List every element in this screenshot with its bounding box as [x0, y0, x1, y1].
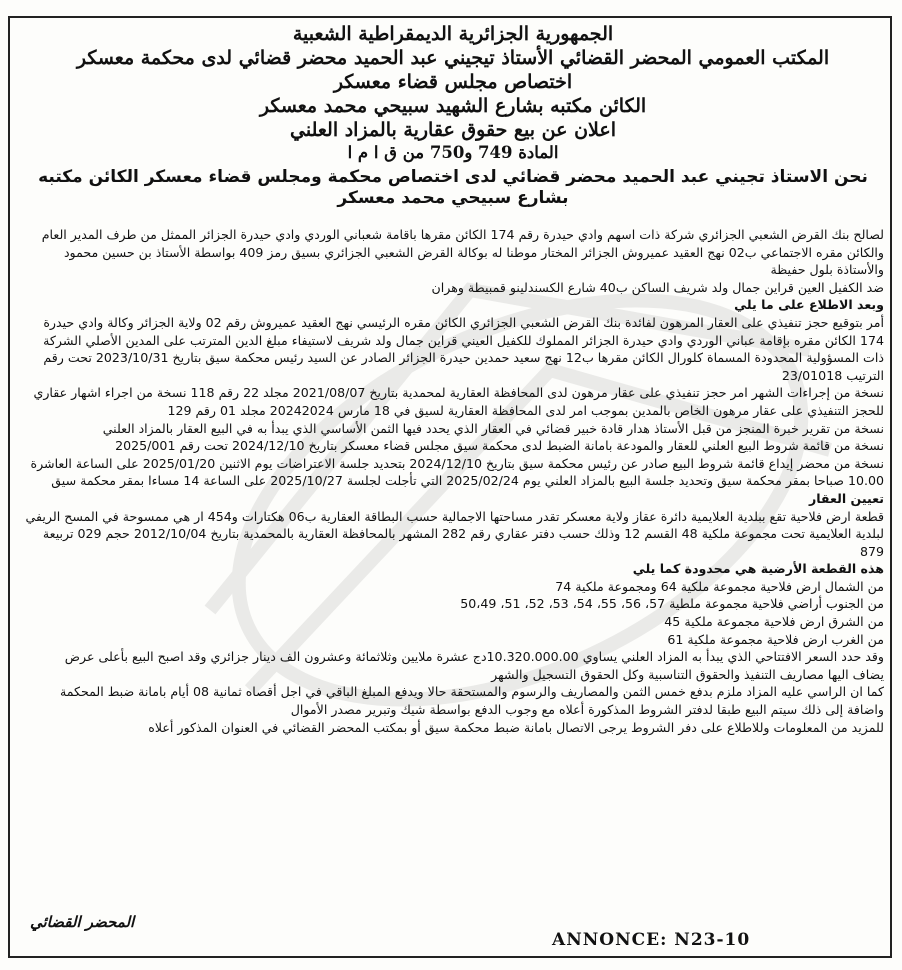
office-title: المكتب العمومي المحضر القضائي الأستاذ تيجيني عبد الحميد محضر قضائي لدى محكمة معسكر	[76, 47, 830, 69]
boundaries-heading: هذه القطعة الأرضية هي محدودة كما يلي	[632, 561, 884, 577]
office-address: الكائن مكتبه بشارع الشهيد سبيحي محمد معسكر	[259, 95, 647, 117]
sale-notice-title: اعلان عن بيع حقوق عقارية بالمزاد العلني	[290, 119, 616, 141]
republic-title: الجمهورية الجزائرية الديمقراطية الشعبية	[292, 23, 614, 45]
east-boundary: من الشرق ارض فلاحية مجموعة ملكية 45	[664, 614, 884, 630]
opening-price-paragraph: وقد حدد السعر الافتتاحي الذي يبدأ به المزاد العلني يساوي 10.320.000.00دج عشرة ملايين وثلاثمائة وعشرون الف دينار جزائري وقد اصبح البيع بأعلى عرض	[64, 649, 884, 665]
north-boundary: من الشمال ارض فلاحية مجموعة ملكية 64 ومجموعة ملكية 74	[555, 578, 884, 594]
parcel-description-paragraph: قطعة ارض فلاحية تقع ببلدية العلايمية دائرة عقاز ولاية معسكر تقدر مساحتها الاجمالية حسب البطاقة العقارية ب06 هكتارات و454 ار هي ممسوحة في المسح الريفي لبلدية العلايمية تحت مجموعة ملكية 48 القسم 12 وذلك حسب دفتر عقاري رقم 282 المشهر بالمحافظة العقارية بالمحمدية بتاريخ 2012/10/04 حجم 029 تربيعة 879	[25, 508, 884, 559]
expert-report-paragraph: نسخة من تقرير خبرة المنجز من قبل الأستاذ هدار قادة خبير قضائي في العقار الذي يحدد فيها الثمن الأساسي الذي يبدأ به في البيع العقار بالمزاد العلني	[102, 420, 884, 436]
debtor-line: ضد الكفيل العين قراين جمال ولد شريف الساكن ب40 شارع الكسندلينو قمبيطة وهران	[431, 279, 884, 295]
south-boundary: من الجنوب أراضي فلاحية مجموعة ملطية 57، 56، 55، 54، 53، 52، 51، 50،49	[460, 596, 884, 612]
creditor-paragraph: لصالح بنك القرض الشعبي الجزائري شركة ذات اسهم وادي حيدرة رقم 174 الكائن مقرها باقامة شعباني الوردي وادي حيدرة الجزائر الممثل من طرف المدير العام والكائن مقره الاجتماعي ب02 نهج العقيد عميروش الجزائر المختار موطنا له بوكالة القرض الشعبي الجزائري بسيق رمز 409 بواسطة الأستاذ بن حسين محمود والأستاذة بلول حفيظة	[41, 227, 884, 278]
conditions-list-paragraph: نسخة من قائمة شروط البيع العلني للعقار والمودعة بامانة الضبط لدى محكمة سيق مجلس قضاء معسكر بتاريخ 2024/12/10 تحت رقم 2025/001	[115, 438, 884, 454]
property-designation-heading: تعيين العقار	[808, 490, 884, 506]
fees-line: يضاف اليها مصاريف التنفيذ والحقوق التناسبية وكل الحقوق التسجيل والشهر	[491, 666, 884, 682]
west-boundary: من الغرب ارض فلاحية مجموعة ملكية 61	[667, 631, 884, 647]
deposit-record-paragraph: نسخة من محضر إيداع قائمة شروط البيع صادر عن رئيس محكمة سيق بتاريخ 2024/12/10 بتحديد جلسة الاعتراضات يوم الاثنين 2025/01/20 على الساعة العاشرة 10.00 صباحا بمقر محكمة سيق وتحديد جلسة البيع بالمزاد العلني يوم 2025/02/24 التي تأجلت لجلسة 2025/10/27 على الساعة 14 مساءا بمقر محكمة سيق	[30, 455, 884, 489]
announcement-content	[22, 22, 884, 736]
jurisdiction-line: اختصاص مجلس قضاء معسكر	[333, 71, 573, 93]
announcement-number: ANNONCE: N23-10	[552, 930, 751, 950]
contact-info-paragraph: للمزيد من المعلومات وللاطلاع على دفر الشروط يرجى الاتصال بامانة ضبط محكمة سيق أو بمكتب المحضر القضائي في العنوان المذكور أعلاه	[148, 719, 884, 735]
seizure-order-paragraph: أمر بتوقيع حجز تنفيذي على العقار المرهون لفائدة بنك القرض الشعبي الجزائري الكائن مقره الرئيسي نهج العقيد عميروش رقم 02 ولاية الجزائر وكالة وادي حيدرة 174 الكائن مقره بإقامة عباني الوردي وادي حيدرة الجزائر المملوك للكفيل العيني قراين جمال ولد شريف لاستيفاء مبلغ الدين المترتب على المدين الأصلي الشركة ذات المسؤولية المحدودة المسماة كلورال الكائن مقرها ب12 نهج سعيد حمدين حيدرة الجزائر الصادر عن السيد رئيس محكمة سيق بتاريخ 2023/10/31 تحت رقم الترتيب 23/01018	[43, 314, 884, 383]
bailiff-signature: المحضر القضائي	[30, 913, 135, 931]
review-line: وبعد الاطلاع على ما يلي	[734, 297, 884, 313]
publication-copy-paragraph: نسخة من إجراءات الشهر امر حجز تنفيذي على عقار مرهون لدى المحافظة العقارية لمحمدية بتاريخ 2021/08/07 مجلد 22 رقم 118 نسخة من اجراء اشهار عقاري للحجز التنفيذي على عقار مرهون الخاص بالمدين بموجب امر لدى المحافظة العقارية لسيق في 18 مارس 20242024 مجلد 01 رقم 129	[33, 385, 884, 418]
payment-terms-paragraph: كما ان الراسي عليه المزاد ملزم بدفع خمس الثمن والمصاريف والرسوم والمستحقة حالا ويدفع المبلغ الباقي في اجل أقصاه ثمانية 08 أيام بامانة ضبط المحكمة واضافة إلى ذلك سيتم البيع طبقا لدفتر الشروط المذكورة أعلاه مع وجوب الدفع بواسطة شيك وتبرير مصدر الأموال	[59, 684, 884, 718]
legal-articles: المادة 749 و750 من ق ا م ا	[347, 143, 559, 162]
bailiff-intro: نحن الاستاذ تجيني عبد الحميد محضر قضائي لدى اختصاص محكمة ومجلس قضاء معسكر الكائن مكتبه بشارع سبيحي محمد معسكر	[38, 167, 868, 208]
